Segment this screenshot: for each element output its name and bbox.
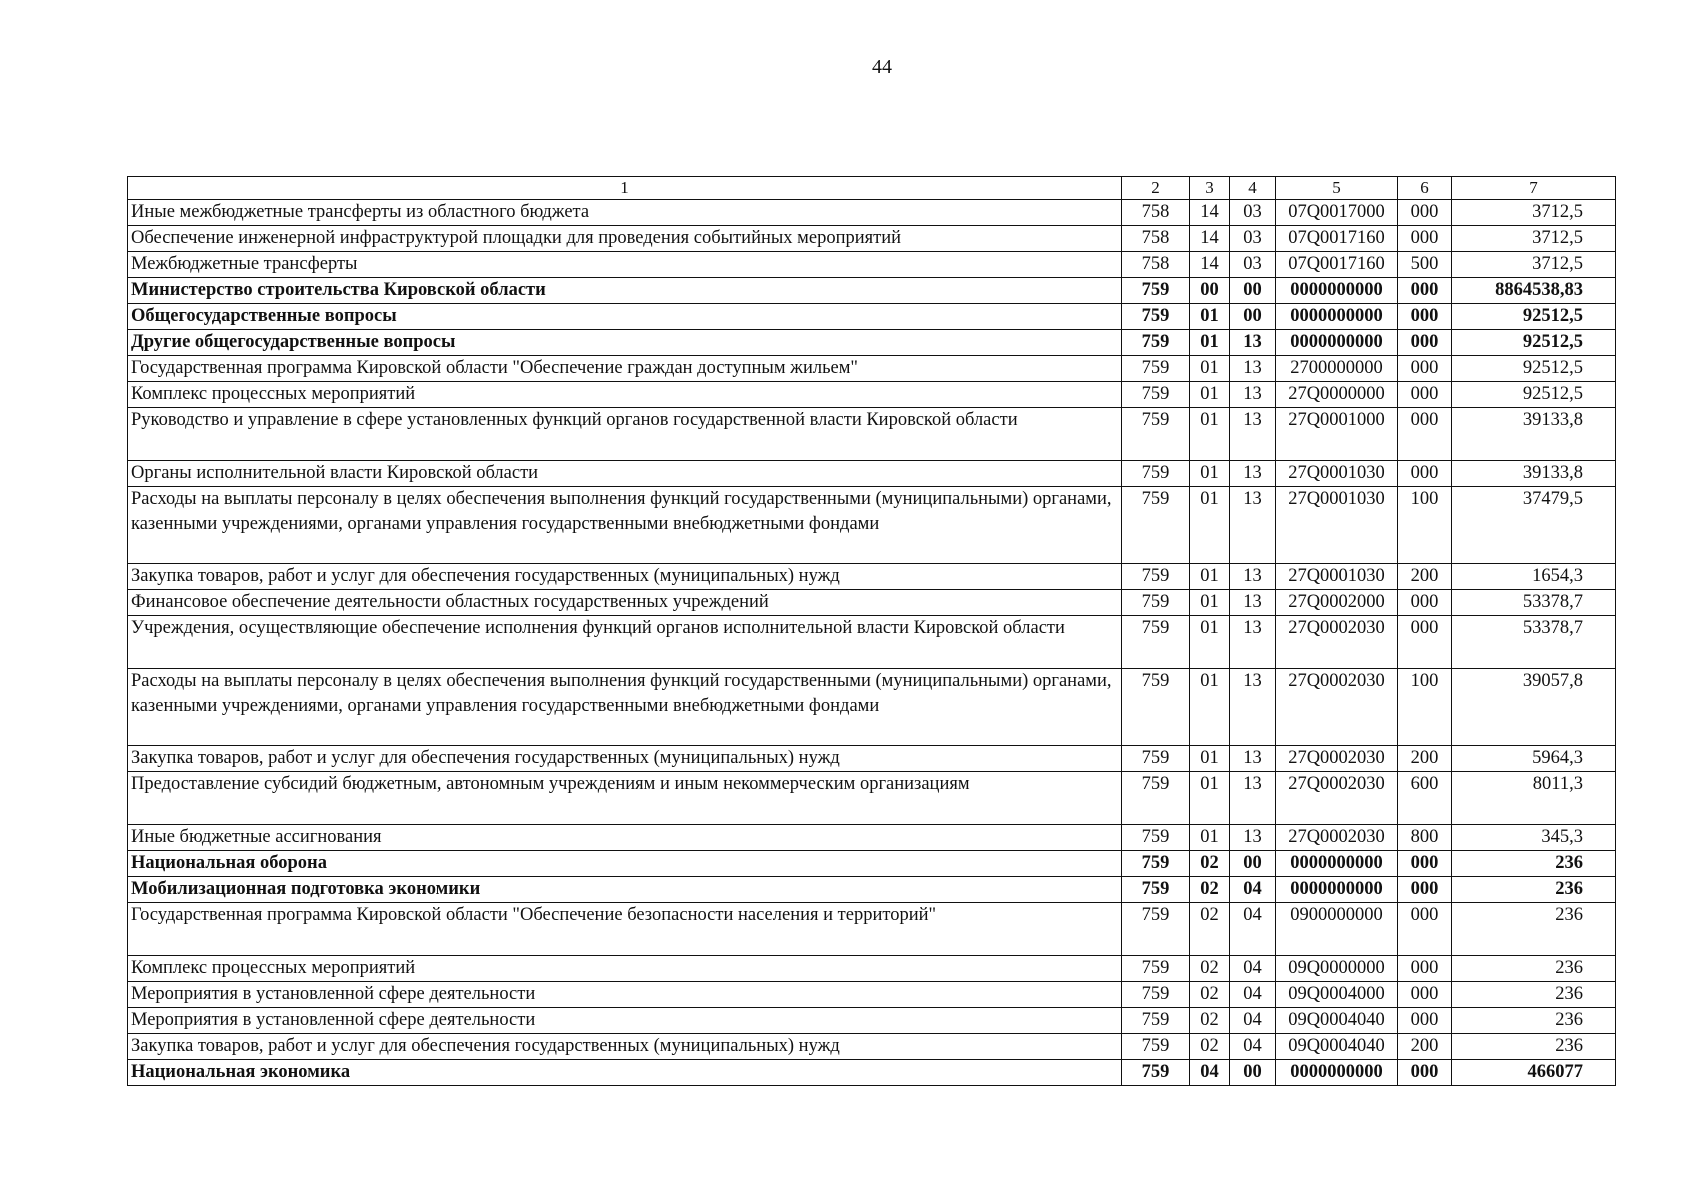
table-row — [128, 304, 1616, 330]
cell-name: Национальная экономика — [128, 1060, 1122, 1086]
cell-target-article: 27Q0001030 — [1276, 564, 1398, 590]
table-header-row — [128, 177, 1616, 200]
cell-subsection: 00 — [1230, 851, 1276, 877]
cell-admin-code: 759 — [1122, 330, 1190, 356]
cell-name: Иные межбюджетные трансферты из областного бюджета — [128, 200, 1122, 226]
cell-subsection: 13 — [1230, 461, 1276, 487]
table-row — [128, 330, 1616, 356]
cell-amount: 92512,5 — [1452, 356, 1616, 382]
cell-admin-code: 758 — [1122, 200, 1190, 226]
cell-target-article: 27Q0001030 — [1276, 461, 1398, 487]
cell-subsection: 13 — [1230, 382, 1276, 408]
cell-target-article: 27Q0000000 — [1276, 382, 1398, 408]
table-row — [128, 1034, 1616, 1060]
cell-expense-type: 000 — [1398, 616, 1452, 669]
cell-amount: 53378,7 — [1452, 590, 1616, 616]
cell-expense-type: 800 — [1398, 825, 1452, 851]
cell-name: Закупка товаров, работ и услуг для обеспечения государственных (муниципальных) нужд — [128, 564, 1122, 590]
cell-expense-type: 000 — [1398, 982, 1452, 1008]
cell-name: Государственная программа Кировской области "Обеспечение граждан доступным жильем" — [128, 356, 1122, 382]
cell-amount: 8011,3 — [1452, 772, 1616, 825]
cell-amount: 236 — [1452, 956, 1616, 982]
table-row — [128, 1008, 1616, 1034]
cell-target-article: 0900000000 — [1276, 903, 1398, 956]
cell-subsection: 04 — [1230, 1034, 1276, 1060]
cell-subsection: 13 — [1230, 590, 1276, 616]
cell-name: Руководство и управление в сфере установленных функций органов государственной власти Кировской области — [128, 408, 1122, 461]
cell-admin-code: 759 — [1122, 746, 1190, 772]
table-row — [128, 200, 1616, 226]
cell-subsection: 04 — [1230, 903, 1276, 956]
cell-admin-code: 759 — [1122, 487, 1190, 564]
cell-subsection: 00 — [1230, 278, 1276, 304]
cell-section: 01 — [1190, 590, 1230, 616]
cell-subsection: 13 — [1230, 564, 1276, 590]
cell-admin-code: 759 — [1122, 982, 1190, 1008]
table-row — [128, 461, 1616, 487]
cell-amount: 8864538,83 — [1452, 278, 1616, 304]
cell-expense-type: 000 — [1398, 226, 1452, 252]
cell-target-article: 09Q0004040 — [1276, 1034, 1398, 1060]
cell-subsection: 03 — [1230, 252, 1276, 278]
cell-name: Министерство строительства Кировской области — [128, 278, 1122, 304]
cell-name: Другие общегосударственные вопросы — [128, 330, 1122, 356]
cell-target-article: 27Q0002030 — [1276, 616, 1398, 669]
table-row — [128, 590, 1616, 616]
table-row — [128, 252, 1616, 278]
cell-section: 02 — [1190, 1034, 1230, 1060]
cell-target-article: 0000000000 — [1276, 304, 1398, 330]
cell-expense-type: 000 — [1398, 461, 1452, 487]
header-cell: 3 — [1190, 177, 1230, 200]
cell-admin-code: 759 — [1122, 461, 1190, 487]
cell-section: 02 — [1190, 903, 1230, 956]
cell-section: 04 — [1190, 1060, 1230, 1086]
cell-section: 02 — [1190, 851, 1230, 877]
header-cell: 6 — [1398, 177, 1452, 200]
cell-name: Органы исполнительной власти Кировской области — [128, 461, 1122, 487]
cell-expense-type: 000 — [1398, 956, 1452, 982]
cell-section: 01 — [1190, 356, 1230, 382]
cell-admin-code: 759 — [1122, 1060, 1190, 1086]
cell-expense-type: 000 — [1398, 356, 1452, 382]
cell-expense-type: 500 — [1398, 252, 1452, 278]
header-cell: 7 — [1452, 177, 1616, 200]
table-row — [128, 669, 1616, 746]
cell-target-article: 27Q0001030 — [1276, 487, 1398, 564]
cell-section: 01 — [1190, 408, 1230, 461]
table-row — [128, 825, 1616, 851]
cell-name: Учреждения, осуществляющие обеспечение исполнения функций органов исполнительной власти Кировской области — [128, 616, 1122, 669]
table-row — [128, 356, 1616, 382]
cell-name: Национальная оборона — [128, 851, 1122, 877]
cell-amount: 236 — [1452, 877, 1616, 903]
cell-target-article: 27Q0001000 — [1276, 408, 1398, 461]
cell-amount: 236 — [1452, 1034, 1616, 1060]
cell-name: Общегосударственные вопросы — [128, 304, 1122, 330]
table-row — [128, 382, 1616, 408]
cell-amount: 1654,3 — [1452, 564, 1616, 590]
cell-amount: 39133,8 — [1452, 461, 1616, 487]
cell-section: 02 — [1190, 956, 1230, 982]
cell-target-article: 09Q0000000 — [1276, 956, 1398, 982]
cell-admin-code: 759 — [1122, 304, 1190, 330]
cell-subsection: 04 — [1230, 956, 1276, 982]
cell-amount: 53378,7 — [1452, 616, 1616, 669]
cell-section: 02 — [1190, 982, 1230, 1008]
cell-amount: 92512,5 — [1452, 382, 1616, 408]
cell-expense-type: 000 — [1398, 278, 1452, 304]
cell-subsection: 13 — [1230, 772, 1276, 825]
cell-section: 01 — [1190, 304, 1230, 330]
cell-admin-code: 759 — [1122, 356, 1190, 382]
header-cell: 5 — [1276, 177, 1398, 200]
cell-admin-code: 759 — [1122, 903, 1190, 956]
table-row — [128, 851, 1616, 877]
cell-admin-code: 759 — [1122, 669, 1190, 746]
cell-name: Межбюджетные трансферты — [128, 252, 1122, 278]
cell-subsection: 03 — [1230, 200, 1276, 226]
cell-amount: 3712,5 — [1452, 200, 1616, 226]
cell-admin-code: 759 — [1122, 616, 1190, 669]
cell-subsection: 13 — [1230, 825, 1276, 851]
cell-section: 01 — [1190, 382, 1230, 408]
cell-subsection: 13 — [1230, 408, 1276, 461]
cell-target-article: 0000000000 — [1276, 330, 1398, 356]
header-cell: 4 — [1230, 177, 1276, 200]
cell-target-article: 0000000000 — [1276, 1060, 1398, 1086]
cell-target-article: 0000000000 — [1276, 877, 1398, 903]
cell-amount: 5964,3 — [1452, 746, 1616, 772]
cell-subsection: 04 — [1230, 877, 1276, 903]
table-row — [128, 772, 1616, 825]
cell-target-article: 27Q0002030 — [1276, 825, 1398, 851]
cell-section: 01 — [1190, 772, 1230, 825]
cell-name: Мобилизационная подготовка экономики — [128, 877, 1122, 903]
cell-expense-type: 000 — [1398, 1060, 1452, 1086]
cell-expense-type: 000 — [1398, 1008, 1452, 1034]
cell-expense-type: 200 — [1398, 1034, 1452, 1060]
cell-amount: 236 — [1452, 903, 1616, 956]
cell-amount: 39057,8 — [1452, 669, 1616, 746]
cell-name: Расходы на выплаты персоналу в целях обеспечения выполнения функций государственными (муниципальными) органами, казенными учреждениями, органами управления государственными внебюджетными фондами — [128, 487, 1122, 564]
cell-target-article: 27Q0002030 — [1276, 772, 1398, 825]
cell-expense-type: 000 — [1398, 408, 1452, 461]
table-row — [128, 226, 1616, 252]
cell-name: Закупка товаров, работ и услуг для обеспечения государственных (муниципальных) нужд — [128, 1034, 1122, 1060]
cell-amount: 37479,5 — [1452, 487, 1616, 564]
cell-amount: 345,3 — [1452, 825, 1616, 851]
table-row — [128, 956, 1616, 982]
cell-amount: 3712,5 — [1452, 252, 1616, 278]
table-row — [128, 487, 1616, 564]
cell-name: Финансовое обеспечение деятельности областных государственных учреждений — [128, 590, 1122, 616]
cell-expense-type: 000 — [1398, 330, 1452, 356]
cell-admin-code: 758 — [1122, 252, 1190, 278]
cell-section: 14 — [1190, 252, 1230, 278]
table-row — [128, 1060, 1616, 1086]
cell-name: Мероприятия в установленной сфере деятельности — [128, 982, 1122, 1008]
cell-subsection: 04 — [1230, 982, 1276, 1008]
cell-subsection: 13 — [1230, 330, 1276, 356]
cell-name: Комплекс процессных мероприятий — [128, 956, 1122, 982]
cell-amount: 92512,5 — [1452, 330, 1616, 356]
cell-expense-type: 100 — [1398, 487, 1452, 564]
cell-expense-type: 000 — [1398, 877, 1452, 903]
cell-expense-type: 200 — [1398, 564, 1452, 590]
cell-target-article: 09Q0004040 — [1276, 1008, 1398, 1034]
cell-name: Комплекс процессных мероприятий — [128, 382, 1122, 408]
table-row — [128, 903, 1616, 956]
cell-subsection: 13 — [1230, 616, 1276, 669]
table-row — [128, 408, 1616, 461]
cell-section: 01 — [1190, 461, 1230, 487]
budget-table — [127, 176, 1616, 1086]
cell-target-article: 07Q0017000 — [1276, 200, 1398, 226]
cell-amount: 236 — [1452, 1008, 1616, 1034]
cell-section: 02 — [1190, 1008, 1230, 1034]
cell-section: 02 — [1190, 877, 1230, 903]
cell-name: Мероприятия в установленной сфере деятельности — [128, 1008, 1122, 1034]
table-row — [128, 616, 1616, 669]
table-row — [128, 746, 1616, 772]
cell-amount: 39133,8 — [1452, 408, 1616, 461]
cell-target-article: 27Q0002030 — [1276, 746, 1398, 772]
cell-subsection: 13 — [1230, 746, 1276, 772]
cell-expense-type: 000 — [1398, 903, 1452, 956]
cell-admin-code: 759 — [1122, 382, 1190, 408]
cell-admin-code: 759 — [1122, 772, 1190, 825]
cell-expense-type: 000 — [1398, 590, 1452, 616]
cell-expense-type: 200 — [1398, 746, 1452, 772]
cell-subsection: 13 — [1230, 487, 1276, 564]
cell-section: 01 — [1190, 746, 1230, 772]
cell-section: 01 — [1190, 564, 1230, 590]
cell-section: 14 — [1190, 226, 1230, 252]
cell-target-article: 0000000000 — [1276, 278, 1398, 304]
cell-admin-code: 759 — [1122, 1008, 1190, 1034]
cell-subsection: 00 — [1230, 304, 1276, 330]
cell-expense-type: 000 — [1398, 200, 1452, 226]
cell-target-article: 09Q0004000 — [1276, 982, 1398, 1008]
cell-target-article: 27Q0002000 — [1276, 590, 1398, 616]
cell-section: 14 — [1190, 200, 1230, 226]
cell-section: 01 — [1190, 825, 1230, 851]
cell-target-article: 2700000000 — [1276, 356, 1398, 382]
cell-subsection: 13 — [1230, 356, 1276, 382]
cell-amount: 3712,5 — [1452, 226, 1616, 252]
cell-section: 00 — [1190, 278, 1230, 304]
cell-admin-code: 759 — [1122, 408, 1190, 461]
cell-admin-code: 759 — [1122, 590, 1190, 616]
cell-amount: 466077 — [1452, 1060, 1616, 1086]
cell-admin-code: 759 — [1122, 278, 1190, 304]
cell-expense-type: 000 — [1398, 851, 1452, 877]
cell-admin-code: 759 — [1122, 564, 1190, 590]
cell-admin-code: 759 — [1122, 825, 1190, 851]
cell-amount: 236 — [1452, 982, 1616, 1008]
cell-name: Расходы на выплаты персоналу в целях обеспечения выполнения функций государственными (муниципальными) органами, казенными учреждениями, органами управления государственными внебюджетными фондами — [128, 669, 1122, 746]
cell-name: Закупка товаров, работ и услуг для обеспечения государственных (муниципальных) нужд — [128, 746, 1122, 772]
cell-amount: 92512,5 — [1452, 304, 1616, 330]
cell-section: 01 — [1190, 616, 1230, 669]
table-row — [128, 877, 1616, 903]
header-cell: 2 — [1122, 177, 1190, 200]
cell-section: 01 — [1190, 669, 1230, 746]
cell-section: 01 — [1190, 487, 1230, 564]
cell-name: Иные бюджетные ассигнования — [128, 825, 1122, 851]
cell-target-article: 07Q0017160 — [1276, 252, 1398, 278]
cell-subsection: 13 — [1230, 669, 1276, 746]
table-row — [128, 564, 1616, 590]
table-row — [128, 982, 1616, 1008]
cell-target-article: 0000000000 — [1276, 851, 1398, 877]
cell-target-article: 07Q0017160 — [1276, 226, 1398, 252]
cell-name: Государственная программа Кировской области "Обеспечение безопасности населения и территорий" — [128, 903, 1122, 956]
cell-section: 01 — [1190, 330, 1230, 356]
cell-amount: 236 — [1452, 851, 1616, 877]
page-number: 44 — [872, 56, 892, 78]
cell-expense-type: 000 — [1398, 304, 1452, 330]
cell-name: Предоставление субсидий бюджетным, автономным учреждениям и иным некоммерческим организациям — [128, 772, 1122, 825]
cell-admin-code: 759 — [1122, 1034, 1190, 1060]
cell-name: Обеспечение инженерной инфраструктурой площадки для проведения событийных мероприятий — [128, 226, 1122, 252]
cell-subsection: 03 — [1230, 226, 1276, 252]
cell-expense-type: 000 — [1398, 382, 1452, 408]
cell-expense-type: 100 — [1398, 669, 1452, 746]
cell-admin-code: 759 — [1122, 956, 1190, 982]
header-cell: 1 — [128, 177, 1122, 200]
cell-admin-code: 759 — [1122, 851, 1190, 877]
cell-subsection: 00 — [1230, 1060, 1276, 1086]
table-row — [128, 278, 1616, 304]
cell-admin-code: 758 — [1122, 226, 1190, 252]
cell-expense-type: 600 — [1398, 772, 1452, 825]
cell-subsection: 04 — [1230, 1008, 1276, 1034]
cell-admin-code: 759 — [1122, 877, 1190, 903]
cell-target-article: 27Q0002030 — [1276, 669, 1398, 746]
